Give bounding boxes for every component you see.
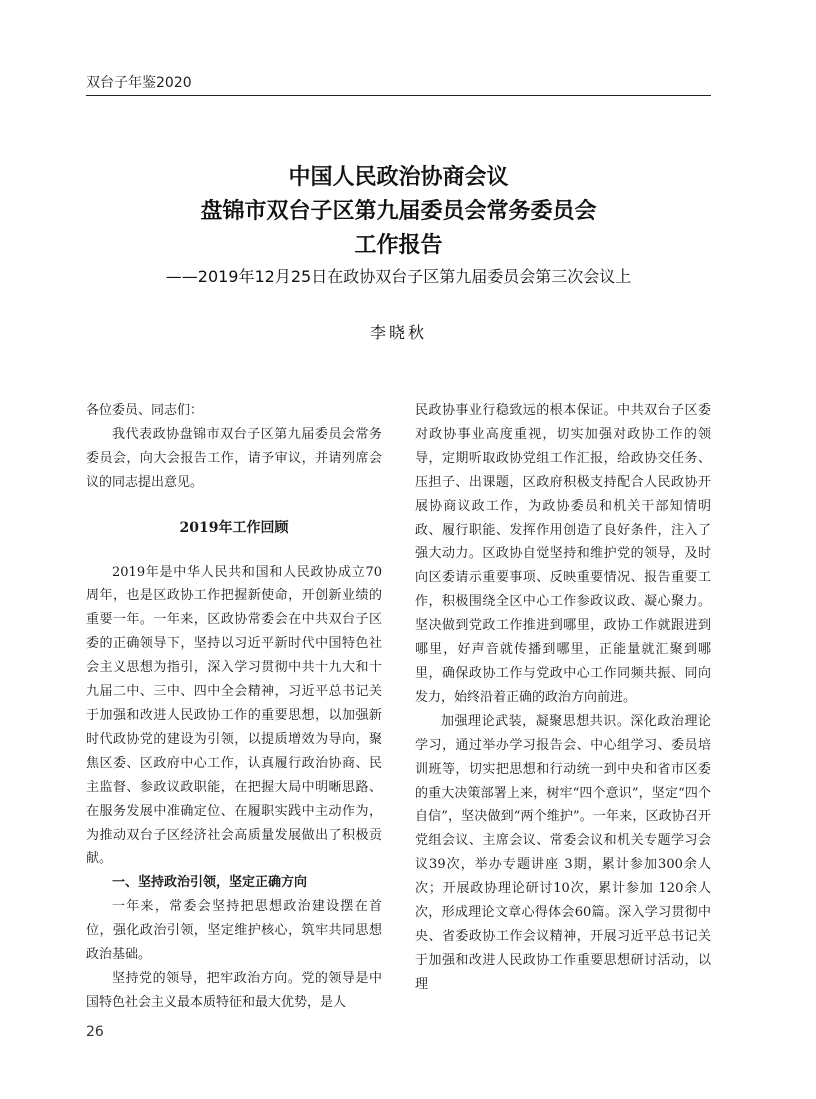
right-column: [415, 399, 711, 997]
review-paragraph: 2019年是中华人民共和国和人民政协成立70周年，也是区政协工作把握新使命，开创新业绩的重要一年。一年来，区政协常委会在中共双台子区委的正确领导下，坚持以习近平新时代中国特色社会主义思想为指引，深入学习贯彻中共十九大和十九届二中、三中、四中全会精神，习近平总书记关于加强和改进人民政协工作的重要思想，以加强新时代政协党的建设为引领，以提质增效为导向，聚焦区委、区政府中心工作，认真履行政治协商、民主监督、参政议政职能，在把握大局中明晰思路、在服务发展中准确定位、在履职实践中主动作为，为推动双台子区经济社会高质量发展做出了积极贡献。: [86, 564, 382, 867]
title-line-1: 中国人民政治协商会议: [288, 164, 509, 190]
salutation: 各位委员、同志们：: [86, 403, 204, 418]
party-lead-paragraph: 坚持党的领导，把牢政治方向。党的领导是中国特色社会主义最本质特征和最大优势，是人: [86, 970, 382, 1010]
subsection-heading: 一、坚持政治引领，坚定正确方向: [112, 875, 308, 891]
title-line-2: 盘锦市双台子区第九届委员会常务委员会: [200, 198, 597, 224]
left-column: [86, 399, 382, 1015]
running-header: 双台子年鉴2020: [86, 75, 192, 91]
section-heading: 2019年工作回顾: [179, 519, 289, 536]
continued-paragraph: 民政协事业行稳致远的根本保证。中共双台子区委对政协事业高度重视，切实加强对政协工作的领导，定期听取政协党组工作汇报，给政协交任务、压担子、出课题，区政府积极支持配合人民政协开展协商议政工作，为政协委员和机关干部知情明政、履行职能、发挥作用创造了良好条件，注入了强大动力。区政协自觉坚持和维护党的领导，及时向区委请示重要事项、反映重要情况、报告重要工作，积极围绕全区中心工作参政议政、凝心聚力。坚决做到党政工作推进到哪里，政协工作就跟进到哪里，好声音就传播到哪里，正能量就汇聚到哪里，确保政协工作与党政中心工作同频共振、同向发力，始终沿着正确的政治方向前进。: [415, 403, 711, 705]
subtitle: ——2019年12月25日在政协双台子区第九届委员会第三次会议上: [165, 267, 632, 286]
theory-paragraph: 加强理论武装，凝聚思想共识。深化政治理论学习，通过举办学习报告会、中心组学习、委员培训班等，切实把思想和行动统一到中央和省市区委的重大决策部署上来，树牢“四个意识”，坚定“四个自信”，坚决做到“两个维护”。一年来，区政协召开党组会议、主席会议、常委会议和机关专题学习会议39次，举办专题讲座 3期，累计参加300余人次；开展政协理论研讨10次，累计参加 120余人次，形成理论文章心得体会60篇。深入学习贯彻中央、省委政协工作会议精神，开展习近平总书记关于加强和改进人民政协工作重要思想研讨活动，以理: [415, 713, 711, 992]
title-line-3: 工作报告: [354, 232, 443, 258]
title-block: [86, 160, 711, 343]
political-paragraph: 一年来，常委会坚持把思想政治建设摆在首位，强化政治引领，坚定维护核心，筑牢共同思想政治基础。: [86, 899, 382, 963]
header-rule: [86, 95, 711, 96]
intro-paragraph: 我代表政协盘锦市双台子区第九届委员会常务委员会，向大会报告工作，请予审议，并请列席会议的同志提出意见。: [86, 426, 382, 490]
author: 李晓秋: [369, 323, 427, 342]
page-number: 26: [86, 1024, 104, 1040]
